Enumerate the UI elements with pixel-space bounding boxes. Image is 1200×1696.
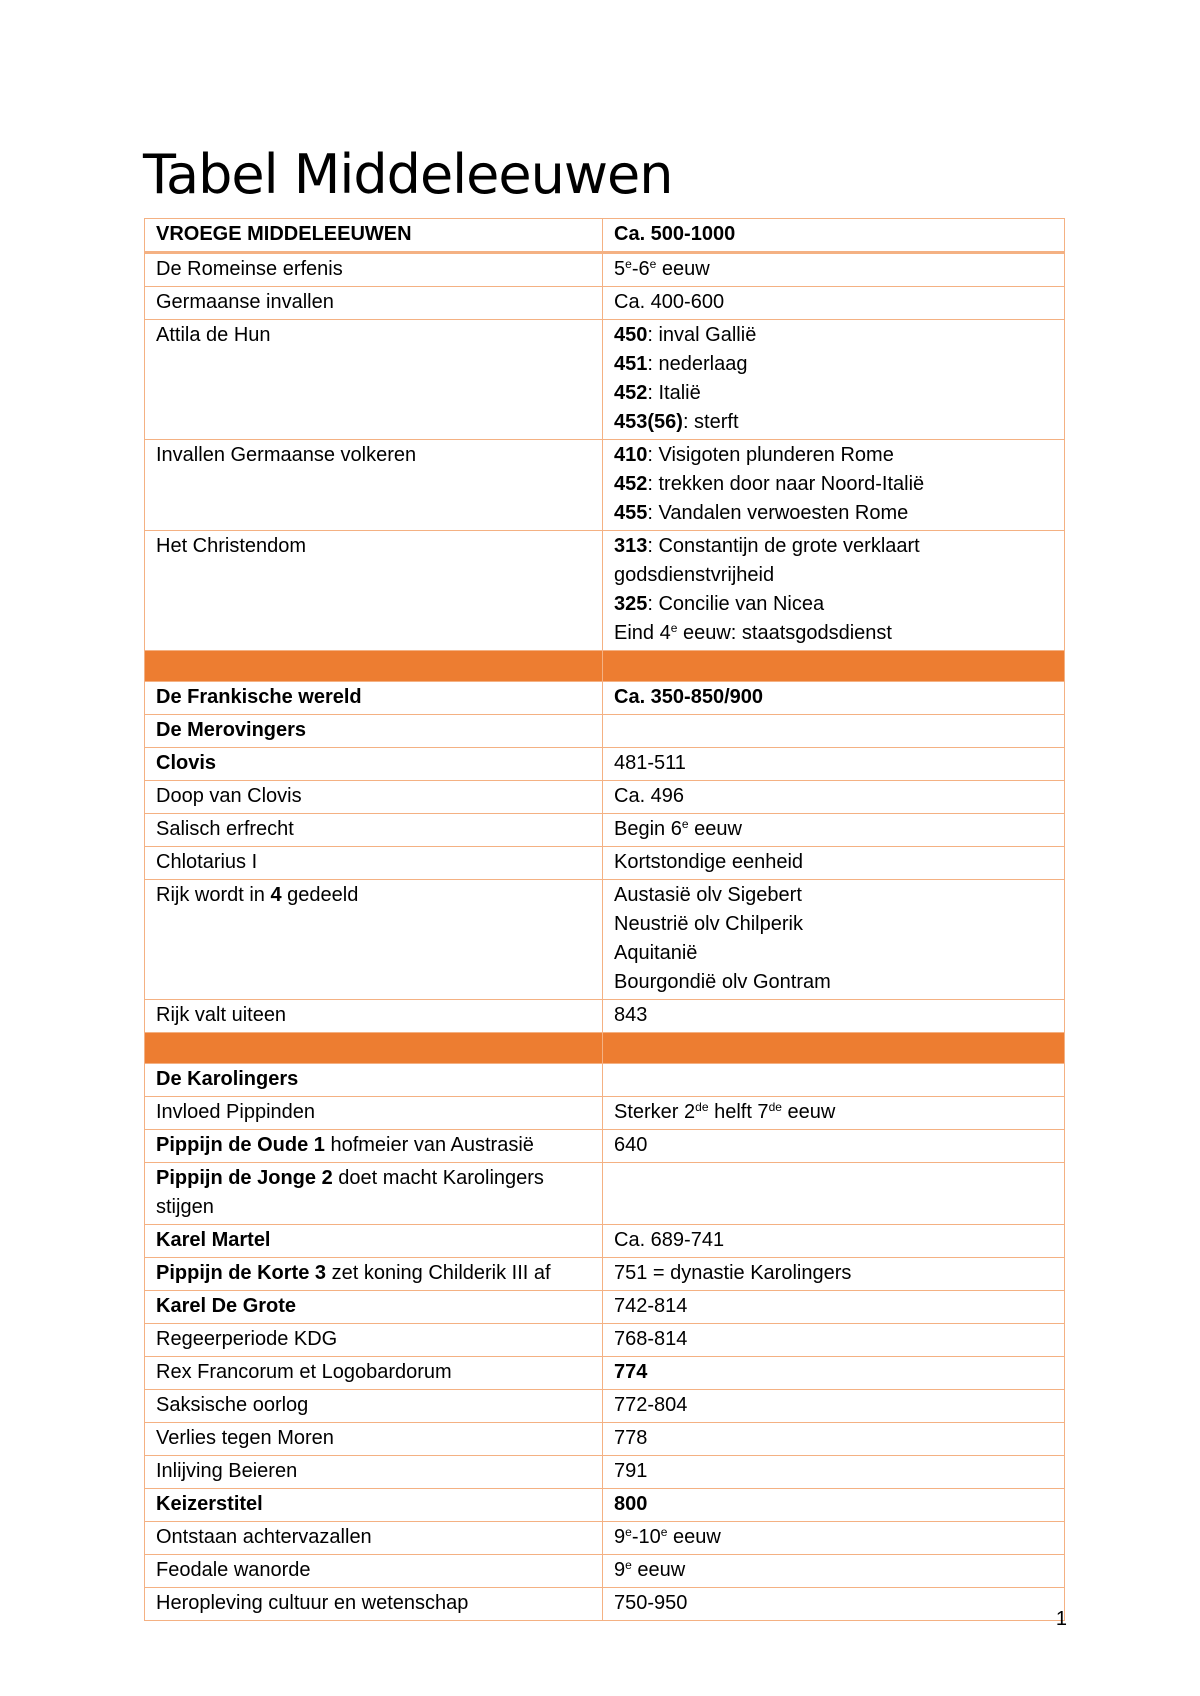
topic-cell [145,1324,603,1357]
table-row [145,440,1065,531]
date-cell [603,253,1065,287]
table-row [145,1588,1065,1621]
topic-cell [145,1163,603,1225]
cell-line [614,408,1053,437]
topic-cell [145,1291,603,1324]
cell-line [156,1193,591,1222]
date-cell [603,219,1065,253]
topic-cell [145,253,603,287]
cell-text: Saksische oorlog [156,1394,309,1416]
cell-text: Neustrië olv Chilperik [614,913,803,935]
cell-text: 455 [614,502,648,524]
cell-text: 325 [614,593,648,615]
table-row [145,880,1065,1000]
cell-text: Karel Martel [156,1229,271,1251]
cell-text: Bourgondië olv Gontram [614,971,831,993]
topic-cell [145,682,603,715]
topic-cell [145,440,603,531]
cell-line [156,1098,591,1127]
date-cell [603,320,1065,440]
date-cell [603,1064,1065,1097]
cell-text: Pippijn de Jonge 2 [156,1167,333,1189]
cell-text: 772-804 [614,1394,688,1416]
cell-line [614,1098,1053,1127]
date-cell [603,715,1065,748]
cell-text: Ca. 350-850/900 [614,686,764,708]
table-row [145,748,1065,781]
cell-text: : Vandalen verwoesten Rome [647,502,909,524]
cell-line [614,470,1053,499]
cell-text: De Merovingers [156,719,307,741]
superscript-text: de [695,1100,709,1114]
cell-text: 9 [614,1526,626,1548]
cell-text: Keizerstitel [156,1493,263,1515]
cell-line [614,1490,1053,1519]
cell-line [156,716,591,745]
cell-text: Ontstaan achtervazallen [156,1526,372,1548]
cell-text: Austasië olv Sigebert [614,884,802,906]
cell-text: De Karolingers [156,1068,299,1090]
topic-cell [145,1097,603,1130]
cell-line [614,220,1053,249]
cell-line [156,1131,591,1160]
cell-line [614,683,1053,712]
cell-text: Ca. 500-1000 [614,223,736,245]
cell-line [614,561,1053,590]
table-row [145,1097,1065,1130]
cell-text: Salisch erfrecht [156,818,294,840]
date-cell [603,1390,1065,1423]
table-row [145,1225,1065,1258]
cell-text: Het Christendom [156,535,307,557]
cell-text: eeuw [667,1526,721,1548]
cell-line [156,1065,591,1094]
cell-text: zet koning Childerik III af [326,1262,551,1284]
date-cell [603,1225,1065,1258]
cell-text: Verlies tegen Moren [156,1427,334,1449]
date-cell [603,1097,1065,1130]
cell-text: 800 [614,1493,648,1515]
cell-line [614,1001,1053,1030]
cell-text: 843 [614,1004,648,1026]
cell-text: 774 [614,1361,648,1383]
cell-line [614,881,1053,910]
table-row [145,1423,1065,1456]
topic-cell [145,1033,603,1064]
cell-text: 791 [614,1460,648,1482]
topic-cell [145,1258,603,1291]
cell-line [614,1226,1053,1255]
cell-text: Chlotarius I [156,851,258,873]
cell-text: Kortstondige eenheid [614,851,804,873]
superscript-text: e [625,1525,632,1539]
cell-text: 9 [614,1559,626,1581]
cell-text: 313 [614,535,648,557]
topic-cell [145,1130,603,1163]
cell-text: Invallen Germaanse volkeren [156,444,417,466]
date-cell [603,1324,1065,1357]
cell-line [156,288,591,317]
cell-text: : Visigoten plunderen Rome [647,444,894,466]
cell-text: 450 [614,324,648,346]
cell-line [614,1424,1053,1453]
cell-text: 452 [614,473,648,495]
cell-text: 481-511 [614,752,686,774]
cell-line [614,1292,1053,1321]
cell-line [156,1556,591,1585]
cell-text: VROEGE MIDDELEEUWEN [156,223,412,245]
topic-cell [145,531,603,651]
cell-line [614,815,1053,844]
cell-line [156,441,591,470]
cell-text: Invloed Pippinden [156,1101,316,1123]
cell-line [614,1131,1053,1160]
cell-text: 451 [614,353,648,375]
date-cell [603,814,1065,847]
table-row [145,682,1065,715]
cell-line [614,379,1053,408]
cell-text: 640 [614,1134,648,1156]
topic-cell [145,1423,603,1456]
cell-text: Eind 4 [614,622,671,644]
cell-line [614,1325,1053,1354]
cell-text: Regeerperiode KDG [156,1328,338,1350]
date-cell [603,1258,1065,1291]
cell-text: De Romeinse erfenis [156,258,343,280]
cell-text: doet macht Karolingers [332,1167,544,1189]
cell-text: eeuw [781,1101,836,1123]
date-cell [603,847,1065,880]
cell-text: Ca. 689-741 [614,1229,725,1251]
superscript-text: e [649,257,657,271]
cell-line [156,1457,591,1486]
cell-text: eeuw [631,1559,686,1581]
topic-cell [145,651,603,682]
cell-line [156,1490,591,1519]
cell-line [614,350,1053,379]
date-cell [603,531,1065,651]
cell-line [156,1164,591,1193]
cell-line [614,1391,1053,1420]
cell-line [156,683,591,712]
cell-text: : inval Gallië [647,324,757,346]
cell-text: 5 [614,258,626,280]
cell-text: 750-950 [614,1592,688,1614]
cell-line [156,255,591,284]
superscript-text: e [660,1525,668,1539]
cell-line [614,749,1053,778]
topic-cell [145,1390,603,1423]
table-row [145,253,1065,287]
cell-line [156,1523,591,1552]
cell-line [156,1001,591,1030]
cell-line [156,1325,591,1354]
cell-text: Ca. 400-600 [614,291,725,313]
cell-text: eeuw: staatsgodsdienst [677,622,892,644]
cell-text: Sterker 2 [614,1101,696,1123]
cell-line [156,1259,591,1288]
date-cell [603,682,1065,715]
cell-text: Doop van Clovis [156,785,302,807]
cell-text: Ca. 496 [614,785,685,807]
cell-line [156,1589,591,1618]
separator-row [145,651,1065,682]
cell-text: : sterft [682,411,739,433]
cell-line [614,910,1053,939]
topic-cell [145,748,603,781]
topic-cell [145,320,603,440]
superscript-text: e [625,1558,632,1572]
topic-cell [145,847,603,880]
date-cell [603,651,1065,682]
cell-line [614,939,1053,968]
cell-line [614,1259,1053,1288]
cell-text: 453(56) [614,411,683,433]
cell-text: -10 [631,1526,661,1548]
topic-cell [145,1456,603,1489]
cell-text: Pippijn de Korte 3 [156,1262,327,1284]
table-row [145,531,1065,651]
page-number: 1 [1055,1608,1067,1630]
cell-line [614,1556,1053,1585]
cell-line [614,848,1053,877]
cell-line [156,321,591,350]
topic-cell [145,1357,603,1390]
cell-text: Pippijn de Oude 1 [156,1134,325,1156]
cell-text: Inlijving Beieren [156,1460,298,1482]
cell-text: hofmeier van Austrasië [324,1134,534,1156]
cell-line [156,782,591,811]
cell-line [156,848,591,877]
cell-text: : trekken door naar Noord-Italië [647,473,925,495]
cell-text: 410 [614,444,648,466]
topic-cell [145,781,603,814]
cell-line [614,1457,1053,1486]
table-row [145,287,1065,320]
topic-cell [145,715,603,748]
cell-text: : Italië [647,382,701,404]
date-cell [603,781,1065,814]
history-table [144,218,1065,1621]
topic-cell [145,1064,603,1097]
topic-cell [145,287,603,320]
cell-line [156,1226,591,1255]
superscript-text: de [768,1100,782,1114]
topic-cell [145,219,603,253]
table-row [145,715,1065,748]
cell-line [614,255,1053,284]
cell-line [614,590,1053,619]
date-cell [603,1033,1065,1064]
cell-line [156,1292,591,1321]
cell-line [156,1424,591,1453]
table-header-row [145,219,1065,253]
date-cell [603,1357,1065,1390]
cell-line [156,1391,591,1420]
cell-text: Clovis [156,752,217,774]
cell-text: 751 = dynastie Karolingers [614,1262,852,1284]
cell-text: Attila de Hun [156,324,271,346]
date-cell [603,1555,1065,1588]
date-cell [603,1456,1065,1489]
table-row [145,781,1065,814]
cell-text: stijgen [156,1196,214,1218]
date-cell [603,748,1065,781]
topic-cell [145,880,603,1000]
date-cell [603,1423,1065,1456]
superscript-text: e [670,621,678,635]
date-cell [603,1163,1065,1225]
cell-line [614,532,1053,561]
table-row [145,1163,1065,1225]
cell-line [614,288,1053,317]
topic-cell [145,1555,603,1588]
table-row [145,814,1065,847]
cell-line [614,1589,1053,1618]
cell-text: gedeeld [281,884,359,906]
cell-line [156,881,591,910]
table-row [145,1489,1065,1522]
superscript-text: e [681,817,689,831]
table-row [145,1522,1065,1555]
separator-row [145,1033,1065,1064]
page-title: Tabel Middeleeuwen [143,143,673,206]
table-row [145,1357,1065,1390]
cell-line [156,532,591,561]
cell-text: Feodale wanorde [156,1559,311,1581]
cell-text: De Frankische wereld [156,686,362,708]
cell-text: eeuw [656,258,710,280]
table-row [145,320,1065,440]
date-cell [603,1291,1065,1324]
cell-line [614,1523,1053,1552]
cell-text: : Constantijn de grote verklaart [647,535,920,557]
cell-text: 452 [614,382,648,404]
table-row [145,1130,1065,1163]
cell-text: Begin 6 [614,818,682,840]
table-row [145,1390,1065,1423]
table-row [145,1000,1065,1033]
table-row [145,1555,1065,1588]
topic-cell [145,1225,603,1258]
topic-cell [145,1588,603,1621]
date-cell [603,1588,1065,1621]
date-cell [603,1522,1065,1555]
cell-text: Rijk valt uiteen [156,1004,287,1026]
cell-text: 4 [270,884,282,906]
date-cell [603,1489,1065,1522]
topic-cell [145,814,603,847]
cell-text: helft 7 [708,1101,769,1123]
cell-line [614,441,1053,470]
date-cell [603,1130,1065,1163]
cell-line [614,321,1053,350]
superscript-text: e [625,257,632,271]
topic-cell [145,1489,603,1522]
cell-text: 742-814 [614,1295,688,1317]
cell-line [156,815,591,844]
table-row [145,1324,1065,1357]
table-row [145,1456,1065,1489]
table-row [145,1291,1065,1324]
cell-text: godsdienstvrijheid [614,564,775,586]
cell-text: Rex Francorum et Logobardorum [156,1361,452,1383]
date-cell [603,880,1065,1000]
cell-line [614,968,1053,997]
cell-line [614,619,1053,648]
cell-text: Heropleving cultuur en wetenschap [156,1592,469,1614]
cell-text: : nederlaag [647,353,748,375]
table-body [145,219,1065,1621]
cell-text: Karel De Grote [156,1295,297,1317]
cell-line [614,782,1053,811]
cell-text: Germaanse invallen [156,291,334,313]
topic-cell [145,1522,603,1555]
cell-text: : Concilie van Nicea [647,593,825,615]
table-row [145,1258,1065,1291]
table-row [145,847,1065,880]
cell-line [614,1358,1053,1387]
cell-line [156,749,591,778]
cell-text: Rijk wordt in [156,884,271,906]
cell-text: eeuw [688,818,742,840]
cell-text: -6 [631,258,650,280]
date-cell [603,1000,1065,1033]
cell-text: 768-814 [614,1328,688,1350]
topic-cell [145,1000,603,1033]
cell-text: Aquitanië [614,942,698,964]
cell-line [614,499,1053,528]
cell-line [156,220,591,249]
date-cell [603,287,1065,320]
cell-text: 778 [614,1427,648,1449]
table-row [145,1064,1065,1097]
cell-line [156,1358,591,1387]
date-cell [603,440,1065,531]
